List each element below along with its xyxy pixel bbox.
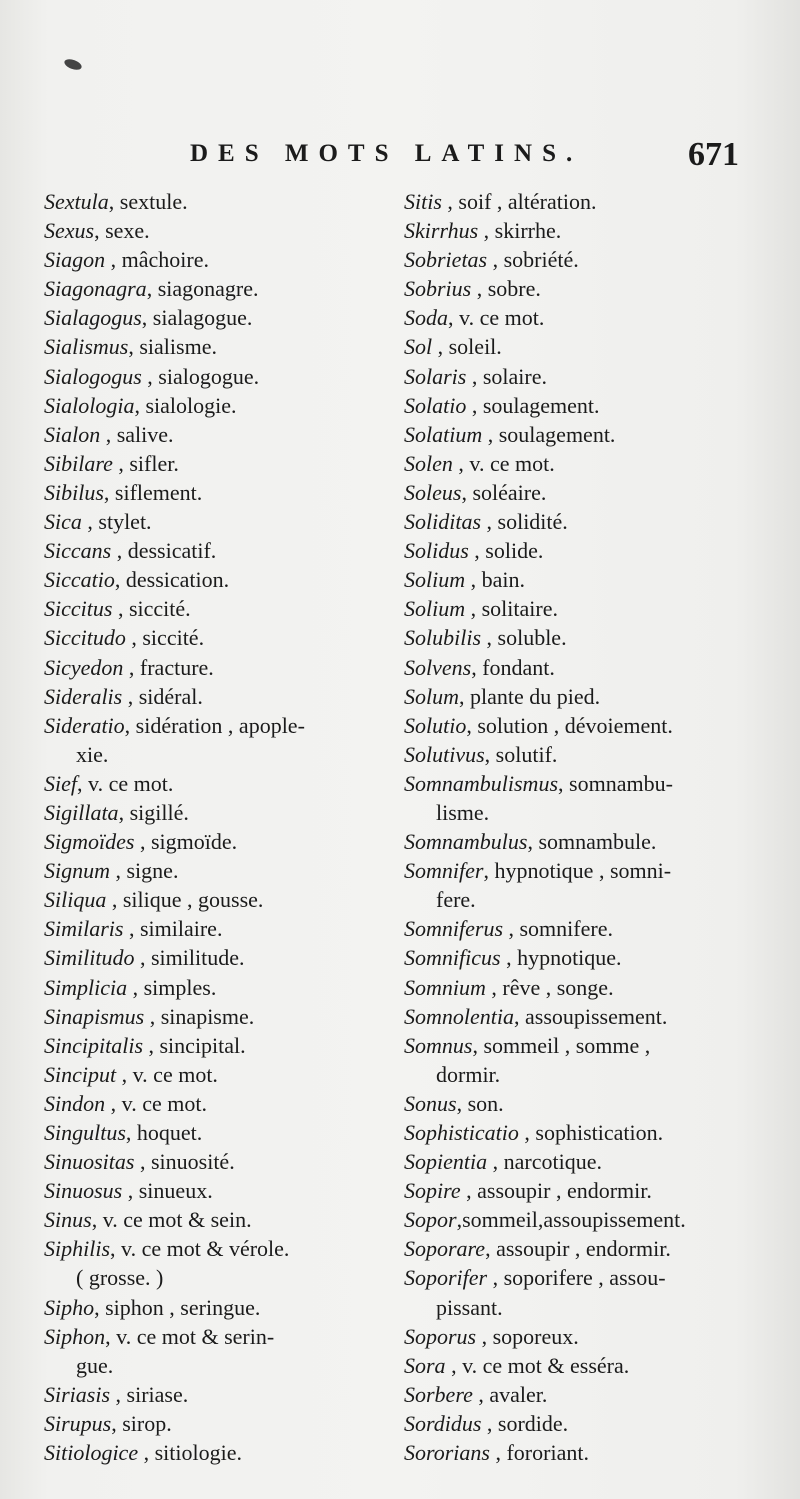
dictionary-entry [404, 1031, 759, 1089]
left-column [44, 187, 399, 1467]
dictionary-entry [44, 420, 399, 449]
french-gloss: , plante du pied. [459, 683, 601, 709]
latin-term: Sitiologice [44, 1440, 139, 1466]
latin-term: Sexus [44, 218, 95, 244]
latin-term: Sief [44, 770, 77, 796]
latin-term: Sororians [404, 1440, 490, 1466]
ink-speck [63, 57, 83, 72]
dictionary-entry [44, 973, 399, 1002]
dictionary-entry [44, 362, 399, 391]
french-gloss: , somnambu- [558, 770, 673, 796]
dictionary-entry [404, 187, 759, 216]
french-gloss: , soleil. [432, 334, 502, 360]
french-gloss: , sidéral. [122, 683, 203, 709]
dictionary-entry [404, 245, 759, 274]
latin-term: Siccans [44, 538, 112, 564]
gloss-continuation: lisme. [436, 799, 490, 825]
page-header [0, 136, 800, 180]
gloss-continuation: gue. [76, 1352, 114, 1378]
french-gloss: , sinueux. [122, 1178, 213, 1204]
french-gloss: , sinuosité. [134, 1149, 235, 1175]
french-gloss: , mâchoire. [105, 247, 209, 273]
gloss-continuation: dormir. [436, 1061, 501, 1087]
dictionary-entry [44, 332, 399, 361]
french-gloss: , sitiologie. [138, 1440, 242, 1466]
latin-term: Skirrhus [404, 218, 479, 244]
french-gloss: , v. ce mot & esséra. [445, 1352, 630, 1378]
french-gloss: , sexe. [94, 218, 150, 244]
french-gloss: , hoquet. [125, 1120, 203, 1145]
latin-term: Sobrietas [404, 247, 488, 273]
dictionary-entry [404, 420, 759, 449]
latin-term: Sinus [44, 1207, 92, 1233]
dictionary-entry [404, 1438, 759, 1467]
latin-term: Sialologia [44, 392, 135, 418]
latin-term: Soporare [404, 1236, 486, 1262]
dictionary-entry [44, 1060, 399, 1089]
french-gloss: , sidération , apople- [124, 712, 305, 738]
dictionary-entry [44, 1002, 399, 1031]
latin-term: Sinuositas [44, 1149, 135, 1175]
latin-term: Sol [404, 334, 433, 360]
dictionary-entry [404, 536, 759, 565]
latin-term: Siphilis [44, 1236, 111, 1262]
latin-term: Simplicia [44, 974, 128, 1000]
dictionary-entry [44, 682, 399, 711]
dictionary-entry [44, 711, 399, 769]
gloss-continuation: ( grosse. ) [76, 1265, 164, 1291]
dictionary-entry [44, 594, 399, 623]
dictionary-entry [44, 885, 399, 914]
french-gloss: , sialagogue. [141, 305, 253, 331]
latin-term: Somniferus [404, 916, 503, 942]
french-gloss: , dessicatif. [111, 538, 217, 564]
dictionary-entry [404, 740, 759, 769]
latin-term: Siriasis [44, 1381, 111, 1407]
french-gloss: , assoupir , endormir. [460, 1178, 652, 1204]
dictionary-entry [44, 1438, 399, 1467]
french-gloss: , v. ce mot. [105, 1090, 207, 1116]
dictionary-entry [404, 1176, 759, 1205]
dictionary-entry [44, 187, 399, 216]
latin-term: Sophisticatio [404, 1120, 519, 1145]
latin-term: Sica [44, 509, 82, 535]
french-gloss: , siphon , seringue. [94, 1294, 261, 1320]
dictionary-entry [44, 245, 399, 274]
french-gloss: , v. ce mot & vérole. [110, 1236, 290, 1262]
latin-term: Siccatio [44, 567, 115, 593]
french-gloss: , soif , altération. [441, 189, 597, 214]
dictionary-entry [404, 1147, 759, 1176]
dictionary-entry [404, 943, 759, 972]
dictionary-entry [404, 1409, 759, 1438]
latin-term: Solium [404, 567, 466, 593]
french-gloss: , solaire. [466, 363, 548, 389]
page-number: 671 [688, 136, 739, 173]
dictionary-entry [44, 507, 399, 536]
dictionary-entry [44, 1147, 399, 1176]
latin-term: Sialagogus [44, 305, 142, 331]
latin-term: Siagonagra [44, 276, 147, 302]
french-gloss: , signe. [110, 858, 179, 884]
french-gloss: , soporeux. [476, 1323, 579, 1349]
latin-term: Sipho [44, 1294, 95, 1320]
french-gloss: , hypnotique. [500, 945, 622, 971]
latin-term: Signum [44, 858, 110, 884]
dictionary-entry [404, 449, 759, 478]
dictionary-entry [44, 914, 399, 943]
latin-term: Soleus [404, 479, 462, 505]
dictionary-entry [404, 682, 759, 711]
gloss-continuation: fere. [436, 887, 476, 913]
latin-term: Siphon [44, 1323, 106, 1349]
dictionary-entry [404, 1118, 759, 1147]
french-gloss: , rêve , songe. [485, 974, 614, 1000]
latin-term: Solidus [404, 538, 469, 564]
latin-term: Sobrius [404, 276, 472, 302]
french-gloss: , solide. [468, 538, 544, 564]
dictionary-entry [404, 362, 759, 391]
dictionary-entry [404, 827, 759, 856]
latin-term: Sideratio [44, 712, 125, 738]
latin-term: Sialismus [44, 334, 129, 360]
latin-term: Siccitudo [44, 625, 126, 651]
latin-term: Sitis [404, 189, 442, 214]
french-gloss: , sophistication. [518, 1120, 664, 1145]
dictionary-entry [404, 711, 759, 740]
dictionary-entry [44, 798, 399, 827]
french-gloss: , sextule. [108, 189, 188, 214]
dictionary-entry [404, 1234, 759, 1263]
latin-term: Sicyedon [44, 654, 124, 680]
dictionary-entry [404, 274, 759, 303]
french-gloss: , sigmoïde. [134, 829, 238, 855]
dictionary-entry [44, 827, 399, 856]
dictionary-entry [404, 391, 759, 420]
french-gloss: , assoupir , endormir. [485, 1236, 671, 1262]
latin-term: Soporus [404, 1323, 477, 1349]
dictionary-entry [404, 623, 759, 652]
latin-term: Sideralis [44, 683, 123, 709]
dictionary-entry [44, 216, 399, 245]
french-gloss: , simples. [127, 974, 217, 1000]
french-gloss: , salive. [100, 421, 174, 447]
dictionary-entry [404, 653, 759, 682]
latin-term: Similitudo [44, 945, 135, 971]
latin-term: Solium [404, 596, 466, 622]
dictionary-entry [404, 1205, 759, 1234]
french-gloss: , sirop. [111, 1410, 172, 1436]
french-gloss: , sordide. [481, 1410, 569, 1436]
latin-term: Sopor [404, 1207, 457, 1233]
latin-term: Solatio [404, 392, 467, 418]
french-gloss: , soulagement. [482, 421, 616, 447]
french-gloss: , siccité. [125, 625, 205, 651]
french-gloss: , siflement. [103, 479, 203, 505]
french-gloss: , solidité. [481, 509, 568, 535]
latin-term: Somnambulus [404, 829, 528, 855]
french-gloss: , sialologie. [134, 392, 237, 418]
latin-term: Sirupus [44, 1410, 112, 1436]
latin-term: Solaris [404, 363, 467, 389]
latin-term: Siccitus [44, 596, 113, 622]
french-gloss: , silique , gousse. [106, 887, 264, 913]
dictionary-entry [44, 623, 399, 652]
french-gloss: , sobre. [471, 276, 541, 302]
french-gloss: , siagonagre. [146, 276, 259, 302]
french-gloss: , v. ce mot & serin- [105, 1323, 275, 1349]
latin-term: Somnificus [404, 945, 501, 971]
latin-term: Sialon [44, 421, 101, 447]
latin-term: Solum [404, 683, 459, 709]
latin-term: Sigillata [44, 799, 119, 825]
dictionary-entry [44, 1089, 399, 1118]
dictionary-entry [404, 216, 759, 245]
latin-term: Sopientia [404, 1149, 488, 1175]
dictionary-entry [44, 769, 399, 798]
dictionary-entry [44, 1176, 399, 1205]
latin-term: Sialogogus [44, 363, 142, 389]
latin-term: Similaris [44, 916, 124, 942]
dictionary-entry [44, 1234, 399, 1292]
french-gloss: , assoupissement. [514, 1003, 668, 1029]
latin-term: Sonus [404, 1090, 457, 1116]
french-gloss: , sifler. [112, 450, 179, 476]
latin-term: Solutio [404, 712, 467, 738]
dictionary-entry [404, 507, 759, 536]
french-gloss: , fororiant. [489, 1440, 589, 1466]
dictionary-entry [404, 856, 759, 914]
latin-term: Somnambulismus [404, 770, 559, 796]
dictionary-entry [404, 565, 759, 594]
latin-term: Somnifer [404, 858, 484, 884]
latin-term: Sigmoïdes [44, 829, 135, 855]
dictionary-entry [404, 1263, 759, 1321]
french-gloss: , soulagement. [466, 392, 600, 418]
dictionary-entry [404, 1322, 759, 1351]
french-gloss: , sinapisme. [144, 1003, 255, 1029]
latin-term: Somnus [404, 1032, 473, 1058]
latin-term: Solen [404, 450, 453, 476]
dictionary-entry [44, 1322, 399, 1380]
dictionary-entry [404, 769, 759, 827]
latin-term: Solvens [404, 654, 472, 680]
french-gloss: , similitude. [134, 945, 245, 971]
french-gloss: , skirrhe. [478, 218, 562, 244]
french-gloss: , solutif. [484, 741, 558, 767]
french-gloss: , soporifere , assou- [487, 1265, 666, 1291]
dictionary-entry [44, 1380, 399, 1409]
latin-term: Sextula [44, 189, 109, 214]
dictionary-entry [44, 274, 399, 303]
french-gloss: , stylet. [81, 509, 152, 535]
dictionary-entry [44, 478, 399, 507]
dictionary-entry [404, 332, 759, 361]
gloss-continuation: pissant. [436, 1294, 503, 1320]
latin-term: Siagon [44, 247, 106, 273]
dictionary-entry [44, 391, 399, 420]
latin-term: Sibilare [44, 450, 113, 476]
latin-term: Sibilus [44, 479, 104, 505]
french-gloss: , siccité. [112, 596, 191, 622]
french-gloss: , bain. [465, 567, 526, 593]
french-gloss: , sialogogue. [141, 363, 260, 389]
french-gloss: , sincipital. [143, 1032, 246, 1058]
dictionary-entry [44, 303, 399, 332]
latin-term: Sindon [44, 1090, 106, 1116]
french-gloss: , somnifere. [503, 916, 613, 942]
dictionary-entry [404, 973, 759, 1002]
french-gloss: , sigillé. [118, 799, 189, 825]
dictionary-entry [44, 1205, 399, 1234]
gloss-continuation: xie. [76, 741, 109, 767]
dictionary-entry [44, 943, 399, 972]
dictionary-entry [44, 1031, 399, 1060]
french-gloss: , somnambule. [527, 829, 657, 855]
french-gloss: , dessication. [114, 567, 230, 593]
french-gloss: , avaler. [472, 1381, 548, 1407]
french-gloss: , hypnotique , somni- [483, 858, 672, 884]
french-gloss: , soléaire. [461, 479, 547, 505]
french-gloss: , similaire. [123, 916, 223, 942]
dictionary-entry [404, 1002, 759, 1031]
latin-term: Sinuosus [44, 1178, 123, 1204]
dictionary-entry [44, 1118, 399, 1147]
latin-term: Sora [404, 1352, 446, 1378]
latin-term: Siliqua [44, 887, 107, 913]
french-gloss: , sobriété. [487, 247, 579, 273]
dictionary-entry [44, 653, 399, 682]
latin-term: Solutivus [404, 741, 485, 767]
latin-term: Somnolentia [404, 1003, 514, 1029]
dictionary-entry [404, 1380, 759, 1409]
french-gloss: , narcotique. [487, 1149, 602, 1175]
latin-term: Sincipitalis [44, 1032, 143, 1058]
french-gloss: , son. [456, 1090, 504, 1116]
latin-term: Sinciput [44, 1061, 117, 1087]
dictionary-entry [44, 1409, 399, 1438]
french-gloss: , v. ce mot. [452, 450, 555, 476]
dictionary-entry [44, 856, 399, 885]
dictionary-entry [44, 536, 399, 565]
latin-term: Solubilis [404, 625, 482, 651]
dictionary-entry [404, 1351, 759, 1380]
dictionary-entry [44, 449, 399, 478]
running-title: DES MOTS LATINS. [190, 140, 583, 167]
dictionary-entry [44, 565, 399, 594]
latin-term: Soliditas [404, 509, 482, 535]
latin-term: Singultus [44, 1120, 126, 1145]
dictionary-entry [404, 478, 759, 507]
latin-term: Solatium [404, 421, 483, 447]
french-gloss: , v. ce mot. [448, 305, 545, 331]
latin-term: Soda [404, 305, 448, 331]
latin-term: Soporifer [404, 1265, 488, 1291]
latin-term: Sorbere [404, 1381, 473, 1407]
french-gloss: , soluble. [481, 625, 567, 651]
right-column [404, 187, 759, 1467]
french-gloss: , v. ce mot & sein. [91, 1207, 252, 1233]
dictionary-entry [404, 303, 759, 332]
dictionary-entry [44, 1293, 399, 1322]
french-gloss: , solution , dévoiement. [466, 712, 673, 738]
french-gloss: , v. ce mot. [77, 770, 174, 796]
french-gloss: , siriase. [110, 1381, 189, 1407]
french-gloss: , sommeil , somme , [472, 1032, 651, 1058]
french-gloss: , sialisme. [128, 334, 217, 360]
dictionary-entry [404, 1089, 759, 1118]
french-gloss: , solitaire. [465, 596, 558, 622]
latin-term: Somnium [404, 974, 486, 1000]
french-gloss: , v. ce mot. [116, 1061, 218, 1087]
latin-term: Sinapismus [44, 1003, 145, 1029]
french-gloss: ,sommeil,assoupissement. [456, 1207, 686, 1233]
dictionary-entry [404, 594, 759, 623]
latin-term: Sopire [404, 1178, 461, 1204]
latin-term: Sordidus [404, 1410, 482, 1436]
french-gloss: , fracture. [123, 654, 214, 680]
french-gloss: , fondant. [471, 654, 555, 680]
dictionary-entry [404, 914, 759, 943]
